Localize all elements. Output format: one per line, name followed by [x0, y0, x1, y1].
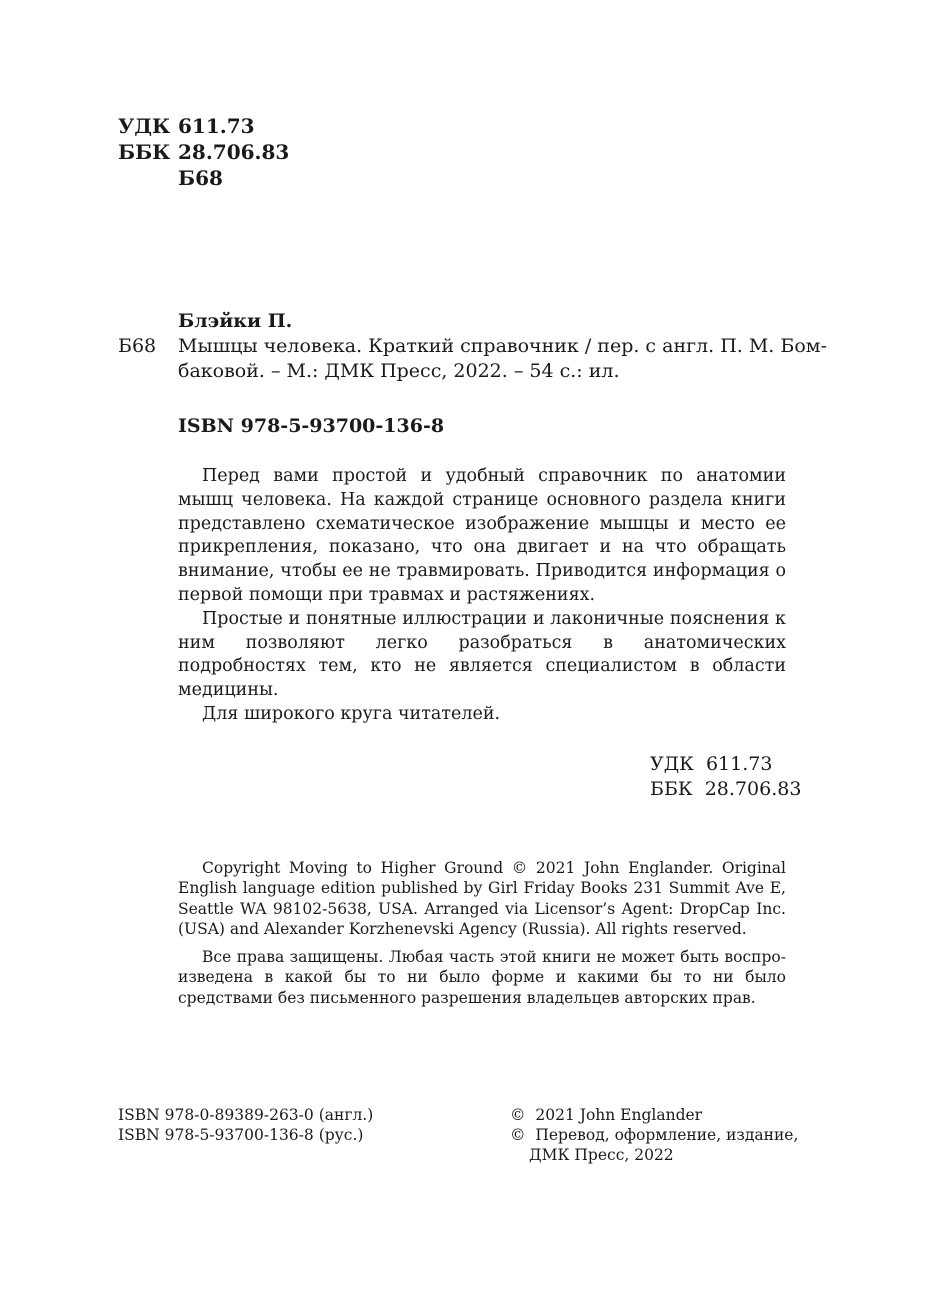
title-line-2: баковой. – М.: ДМК Пресс, 2022. – 54 с.: ил.	[178, 360, 620, 382]
isbn-main: ISBN 978-5-93700-136-8	[178, 415, 445, 437]
annotation-para-3: Для широкого круга читателей.	[202, 703, 501, 724]
title-line-1: Мышцы человека. Краткий справочник / пер. с англ. П. М. Бом-	[178, 335, 827, 357]
udk-bottom: УДК 611.73	[650, 753, 773, 775]
bbk-label-top: ББК	[118, 140, 171, 164]
copyright-russian: Все права защищены. Любая часть этой книги не может быть воспроизведена в какой бы то ни было форме и какими бы то ни было средствами без письменного разрешения владельцев авторских прав.	[178, 948, 786, 1007]
isbn-english: ISBN 978-0-89389-263-0 (англ.)	[118, 1106, 374, 1124]
copyright-translation: © Перевод, оформление, издание,	[510, 1126, 799, 1144]
isbn-russian: ISBN 978-5-93700-136-8 (рус.)	[118, 1126, 364, 1144]
bbk-bottom: ББК 28.706.83	[650, 778, 802, 800]
annotation-para-2: Простые и понятные иллюстрации и лаконичные пояснения к ним позволяют легко разобраться в анатомических подробностях тем, кто не является специалистом в области медицины.	[178, 608, 786, 701]
author-name: Блэйки П.	[178, 310, 293, 332]
author-sign: Б68	[118, 335, 157, 357]
udk-value-top: 611.73	[178, 114, 255, 138]
author-sign-top: Б68	[178, 166, 223, 190]
copyright-author: © 2021 John Englander	[510, 1106, 703, 1124]
annotation-para-1: Перед вами простой и удобный справочник по анатомии мышц человека. На каждой странице основного раздела книги представлено схематическое изображение мышцы и место ее прикрепления, показано, что она двигает и на что обращать внимание, чтобы ее не травмировать. Приводится информация о первой помощи при травмах и растяжениях.	[178, 466, 786, 605]
bbk-value-top: 28.706.83	[178, 140, 290, 164]
copyright-english: Copyright Moving to Higher Ground © 2021 John Englander. Original English language edition published by Girl Friday Books 231 Summit Ave E, Seattle WA 98102-5638, USA. Arranged via Licensor’s Agent: DropCap Inc. (USA) and Alexander Korzhenevski Agency (Russia). All rights reserved.	[178, 859, 786, 938]
copyright-publisher: ДМК Пресс, 2022	[529, 1146, 674, 1164]
udk-label-top: УДК	[118, 114, 171, 138]
annotation	[178, 465, 786, 727]
